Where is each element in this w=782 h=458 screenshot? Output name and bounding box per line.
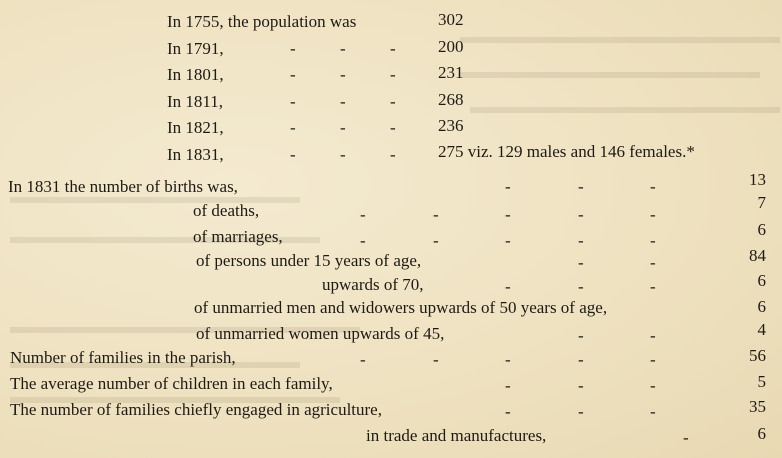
leader-dash: - — [578, 177, 584, 196]
leader-dash: - — [505, 376, 511, 395]
leader-dash: - — [650, 376, 656, 395]
leader-dash: - — [578, 205, 584, 224]
leader-dash: - — [360, 350, 366, 369]
leader-dash: - — [340, 39, 346, 58]
population-label-1821: In 1821, — [167, 118, 224, 137]
stat-label-avg-children: The average number of children in each family, — [10, 374, 333, 393]
population-label-1755: In 1755, the population was — [167, 12, 357, 31]
leader-dash: - — [433, 231, 439, 250]
leader-dash: - — [505, 277, 511, 296]
stat-value-trade: 6 — [757, 424, 766, 443]
stat-label-births: In 1831 the number of births was, — [8, 177, 238, 196]
stat-label-unmarried-women: of unmarried women upwards of 45, — [196, 324, 445, 343]
population-value-1831: 275 viz. 129 males and 146 females.* — [438, 142, 695, 161]
population-value-1801: 231 — [438, 63, 464, 82]
leader-dash: - — [650, 326, 656, 345]
leader-dash: - — [578, 231, 584, 250]
leader-dash: - — [650, 350, 656, 369]
leader-dash: - — [578, 376, 584, 395]
leader-dash: - — [290, 65, 296, 84]
leader-dash: - — [340, 145, 346, 164]
leader-dash: - — [578, 402, 584, 421]
stat-value-over-70: 6 — [757, 271, 766, 290]
stat-value-families: 56 — [749, 346, 766, 365]
leader-dash: - — [650, 231, 656, 250]
leader-dash: - — [340, 92, 346, 111]
leader-dash: - — [505, 402, 511, 421]
leader-dash: - — [578, 277, 584, 296]
population-value-1755: 302 — [438, 10, 464, 29]
stat-value-under-15: 84 — [749, 246, 766, 265]
leader-dash: - — [650, 177, 656, 196]
population-label-1831: In 1831, — [167, 145, 224, 164]
leader-dash: - — [290, 118, 296, 137]
stat-value-agriculture: 35 — [749, 397, 766, 416]
leader-dash: - — [390, 118, 396, 137]
stat-label-over-70: upwards of 70, — [322, 275, 424, 294]
leader-dash: - — [650, 402, 656, 421]
leader-dash: - — [505, 205, 511, 224]
leader-dash: - — [390, 65, 396, 84]
leader-dash: - — [650, 277, 656, 296]
stat-value-unmarried-women: 4 — [757, 320, 766, 339]
leader-dash: - — [390, 145, 396, 164]
stat-value-unmarried-men: 6 — [757, 297, 766, 316]
population-label-1811: In 1811, — [167, 92, 224, 111]
leader-dash: - — [290, 39, 296, 58]
leader-dash: - — [360, 205, 366, 224]
population-value-1821: 236 — [438, 116, 464, 135]
stat-label-marriages: of marriages, — [193, 227, 283, 246]
leader-dash: - — [433, 350, 439, 369]
stat-label-agriculture: The number of families chiefly engaged in agriculture, — [10, 400, 382, 419]
population-label-1791: In 1791, — [167, 39, 224, 58]
leader-dash: - — [505, 350, 511, 369]
stat-value-deaths: 7 — [757, 193, 766, 212]
stat-label-trade: in trade and manufactures, — [366, 426, 547, 445]
leader-dash: - — [290, 145, 296, 164]
stat-label-deaths: of deaths, — [193, 201, 260, 220]
population-label-1801: In 1801, — [167, 65, 224, 84]
leader-dash: - — [390, 39, 396, 58]
leader-dash: - — [505, 231, 511, 250]
population-value-1791: 200 — [438, 37, 464, 56]
leader-dash: - — [650, 205, 656, 224]
stat-value-avg-children: 5 — [757, 372, 766, 391]
stat-label-under-15: of persons under 15 years of age, — [196, 251, 422, 270]
leader-dash: - — [578, 253, 584, 272]
leader-dash: - — [578, 350, 584, 369]
leader-dash: - — [433, 205, 439, 224]
leader-dash: - — [290, 92, 296, 111]
leader-dash: - — [340, 118, 346, 137]
leader-dash: - — [683, 428, 689, 447]
stat-label-unmarried-men: of unmarried men and widowers upwards of 50 years of age, — [194, 298, 608, 317]
leader-dash: - — [578, 326, 584, 345]
leader-dash: - — [360, 231, 366, 250]
stat-value-marriages: 6 — [757, 220, 766, 239]
leader-dash: - — [505, 177, 511, 196]
population-value-1811: 268 — [438, 90, 464, 109]
leader-dash: - — [650, 253, 656, 272]
leader-dash: - — [340, 65, 346, 84]
leader-dash: - — [390, 92, 396, 111]
stat-value-births: 13 — [749, 170, 766, 189]
stat-label-families: Number of families in the parish, — [10, 348, 236, 367]
